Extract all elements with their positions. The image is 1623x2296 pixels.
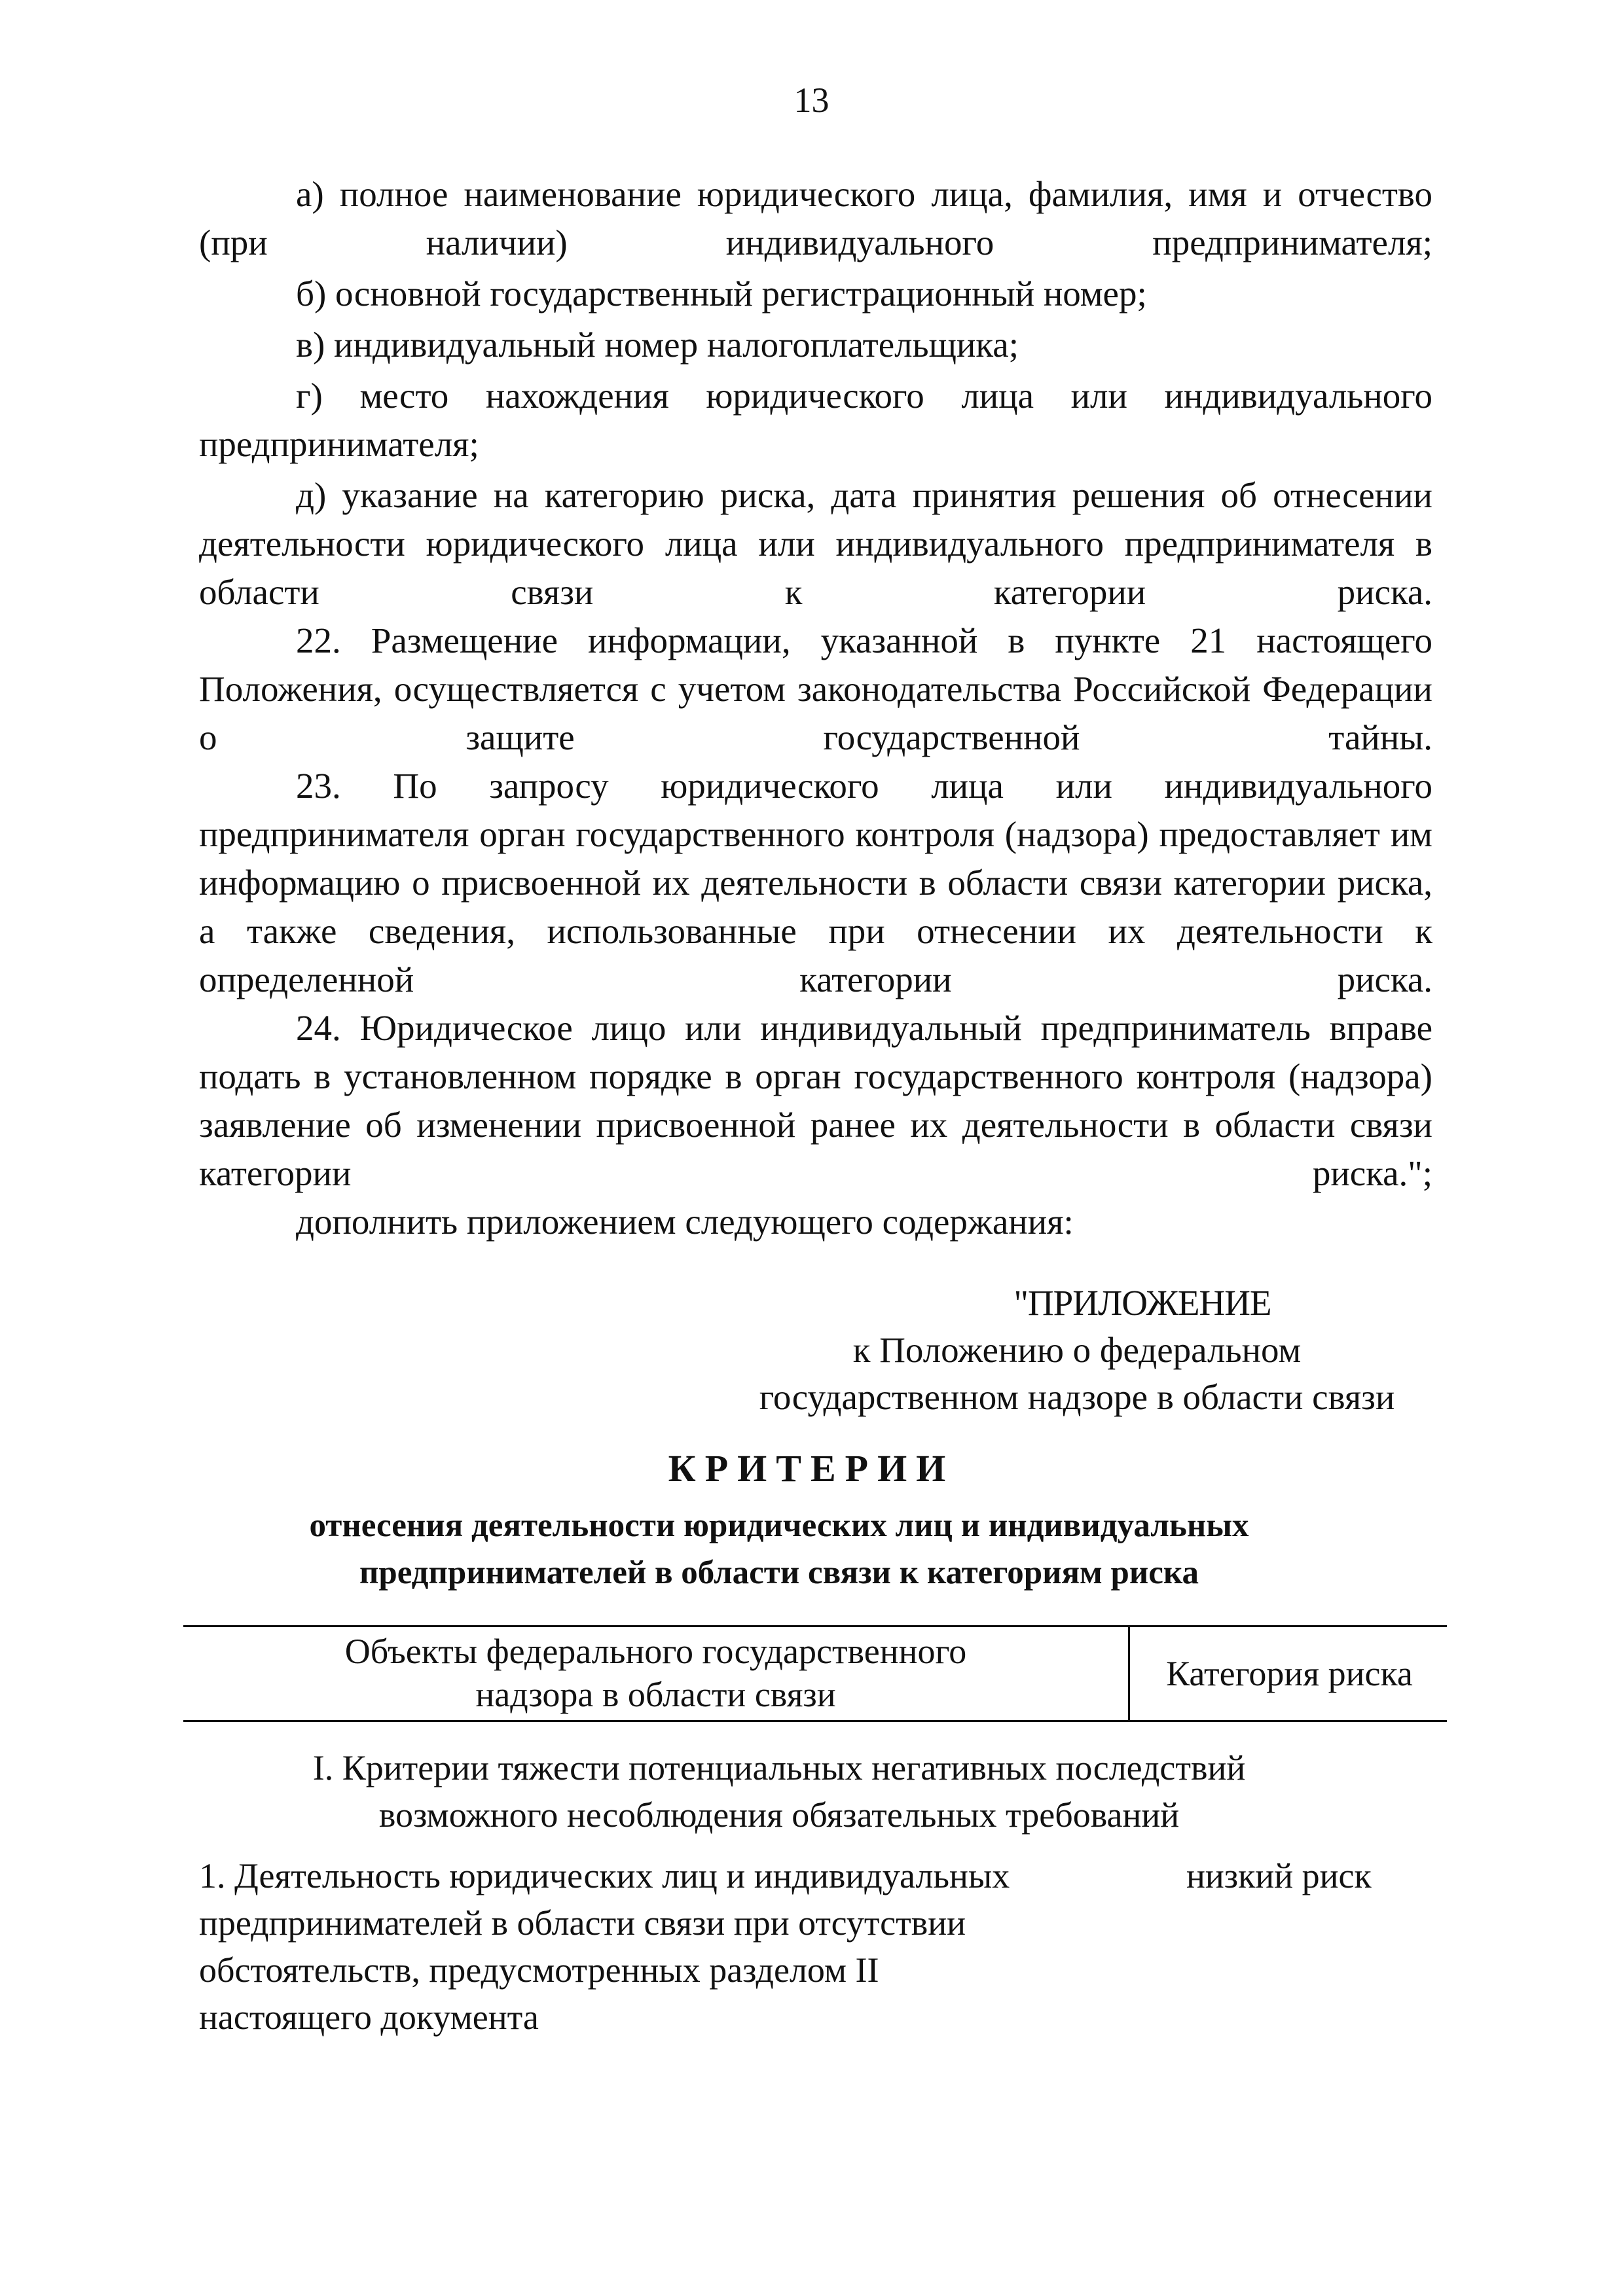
paragraph-v: в) индивидуальный номер налогоплательщика; [296,325,1019,365]
criteria-title: КРИТЕРИИ [668,1447,955,1490]
paragraph-d: д) указание на категорию риска, дата принятия решения об отнесении деятельности юридического лица или индивидуального предпринимателя в области связи к категории риска. [199,475,1432,612]
table-row-risk: низкий риск [1186,1856,1372,1895]
table-header-objects-line-2: надзора в области связи [475,1675,836,1714]
appendix-header [720,1280,1434,1421]
paragraph-append: дополнить приложением следующего содержания: [296,1202,1074,1242]
appendix-title: "ПРИЛОЖЕНИЕ [1013,1283,1271,1323]
criteria-subtitle [223,1502,1336,1596]
paragraph-a: а) полное наименование юридического лица, фамилия, имя и отчество (при наличии) индивидуального предпринимателя; [199,174,1432,262]
paragraph-b: б) основной государственный регистрационный номер; [296,274,1147,314]
table-header-objects [183,1627,1130,1720]
paragraph-22: 22. Размещение информации, указанной в пункте 21 настоящего Положения, осуществляется с учетом законодательства Российской Федерации о защите государственной тайны. [199,620,1432,757]
paragraph-24: 24. Юридическое лицо или индивидуальный предприниматель вправе подать в установленном порядке в орган государственного контроля (надзора) заявление об изменении присвоенной ранее их деятельности в области связи категории риска."; [199,1008,1432,1193]
table-header-risk-category: Категория риска [1166,1654,1413,1693]
table-row-line-2: предпринимателей в области связи при отсутствии [199,1903,966,1943]
criteria-subtitle-line-2: предпринимателей в области связи к категориям риска [359,1554,1199,1591]
table-row [199,1852,1083,2041]
criteria-table-header [183,1625,1447,1722]
paragraph-g: г) место нахождения юридического лица или индивидуального предпринимателя; [199,376,1432,464]
section-heading-line-2: возможного несоблюдения обязательных требований [378,1795,1180,1835]
section-heading-line-1: I. Критерии тяжести потенциальных негативных последствий [312,1748,1246,1787]
appendix-line-1: к Положению о федеральном [852,1330,1302,1370]
table-header-objects-line-1: Объекты федерального государственного [344,1632,967,1671]
criteria-subtitle-line-1: отнесения деятельности юридических лиц и индивидуальных [309,1507,1249,1544]
table-row-line-1: 1. Деятельность юридических лиц и индивидуальных [199,1856,1010,1895]
table-row-line-3: обстоятельств, предусмотренных разделом II [199,1950,879,1990]
body-text [199,170,1432,1246]
page-number: 13 [793,81,830,120]
paragraph-23: 23. По запросу юридического лица или индивидуального предпринимателя орган государственного контроля (надзора) предоставляет им информацию о присвоенной их деятельности в области связи категории риска, а также сведения, использованные при отнесении их деятельности к определенной категории риска. [199,766,1432,999]
table-row-line-4: настоящего документа [199,1998,539,2037]
section-heading [223,1744,1336,1839]
appendix-line-2: государственном надзоре в области связи [759,1377,1395,1417]
